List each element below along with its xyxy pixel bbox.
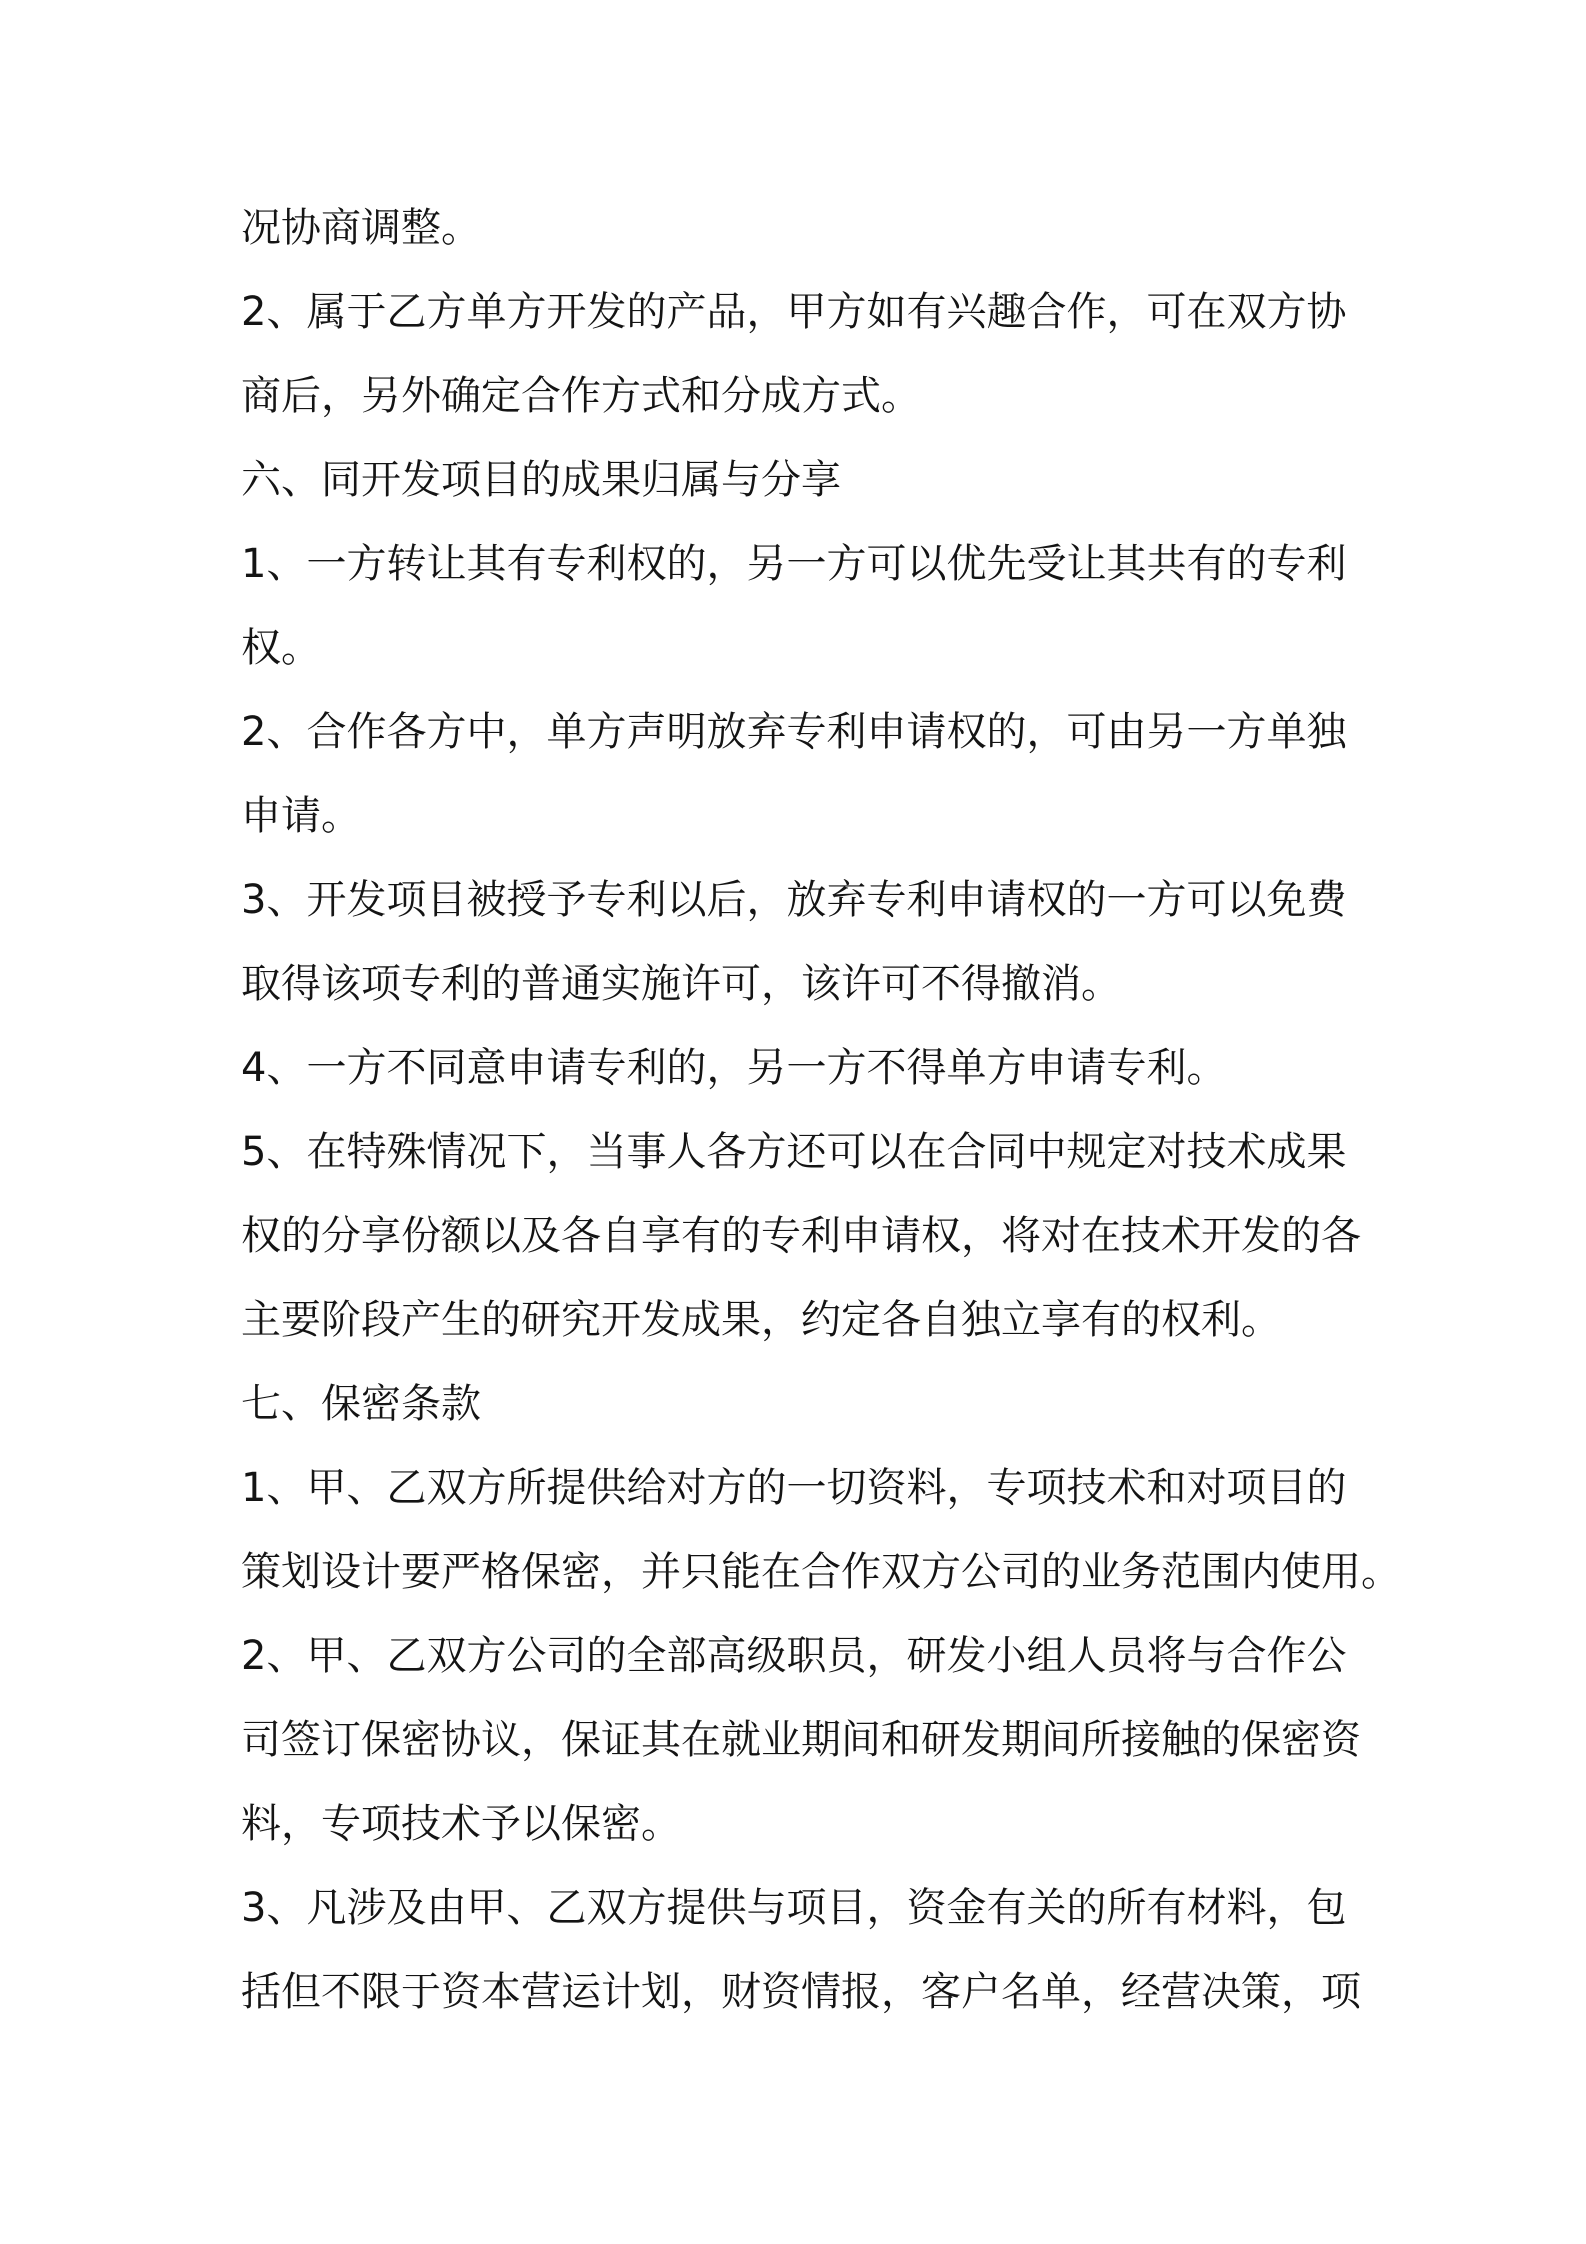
text-line-19: 司签订保密协议，保证其在就业期间和研发期间所接触的保密资 bbox=[241, 1717, 1361, 1763]
text-line-13: 权的分享份额以及各自享有的专利申请权，将对在技术开发的各 bbox=[241, 1213, 1361, 1259]
text-line-17: 策划设计要严格保密，并只能在合作双方公司的业务范围内使用。 bbox=[241, 1549, 1401, 1595]
text-line-18: 2、甲、乙双方公司的全部高级职员，研发小组人员将与合作公 bbox=[241, 1633, 1347, 1679]
section-heading-7: 七、保密条款 bbox=[241, 1381, 481, 1427]
text-line-8: 申请。 bbox=[241, 793, 361, 839]
text-line-10: 取得该项专利的普通实施许可，该许可不得撤消。 bbox=[241, 961, 1121, 1007]
text-line-21: 3、凡涉及由甲、乙双方提供与项目，资金有关的所有材料，包 bbox=[241, 1885, 1347, 1931]
text-line-11: 4、一方不同意申请专利的，另一方不得单方申请专利。 bbox=[241, 1045, 1227, 1091]
text-line-20: 料，专项技术予以保密。 bbox=[241, 1801, 681, 1847]
text-line-5: 1、一方转让其有专利权的，另一方可以优先受让其共有的专利 bbox=[241, 541, 1347, 587]
text-line-3: 商后，另外确定合作方式和分成方式。 bbox=[241, 373, 921, 419]
text-line-12: 5、在特殊情况下，当事人各方还可以在合同中规定对技术成果 bbox=[241, 1129, 1347, 1175]
text-line-14: 主要阶段产生的研究开发成果，约定各自独立享有的权利。 bbox=[241, 1297, 1281, 1343]
text-line-7: 2、合作各方中，单方声明放弃专利申请权的，可由另一方单独 bbox=[241, 709, 1347, 755]
text-line-6: 权。 bbox=[241, 625, 321, 671]
text-line-22: 括但不限于资本营运计划，财资情报，客户名单，经营决策，项 bbox=[241, 1969, 1361, 2015]
text-line-2: 2、属于乙方单方开发的产品，甲方如有兴趣合作，可在双方协 bbox=[241, 289, 1347, 335]
text-line-16: 1、甲、乙双方所提供给对方的一切资料，专项技术和对项目的 bbox=[241, 1465, 1347, 1511]
section-heading-6: 六、同开发项目的成果归属与分享 bbox=[241, 457, 841, 503]
text-line-1: 况协商调整。 bbox=[241, 205, 481, 251]
text-line-9: 3、开发项目被授予专利以后，放弃专利申请权的一方可以免费 bbox=[241, 877, 1347, 923]
